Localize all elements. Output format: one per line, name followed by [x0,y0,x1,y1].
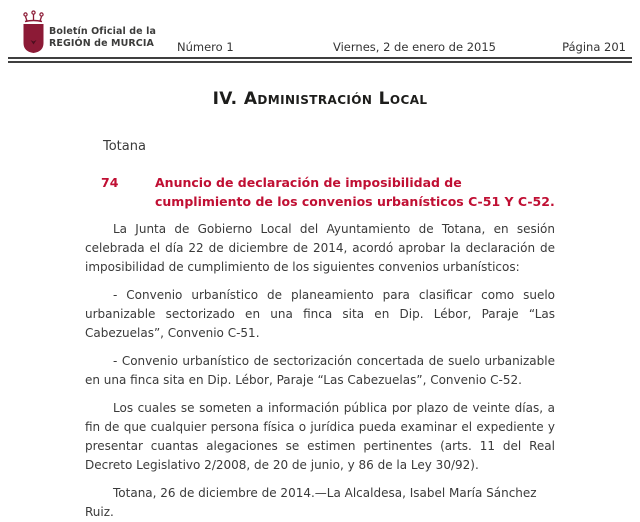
article-body [85,220,555,522]
bulletin-name-line1: Boletín Oficial de la [49,26,156,37]
article-number: 74 [101,175,119,190]
announcement-content [85,139,555,522]
issue-date-label: Viernes, 2 de enero de 2015 [333,40,496,54]
article-paragraph: - Convenio urbanístico de sectorización concertada de suelo urbanizable en una finca sita en Dip. Lébor, Paraje “Las Cabezuelas”, Convenio C-52. [85,354,555,387]
page-number-label: Página 201 [562,40,626,54]
article-paragraph: Los cuales se someten a información pública por plazo de veinte días, a fin de que cualquier persona física o jurídica pueda examinar el expediente y presentar cuantas alegaciones se estimen pertinentes (arts. 11 del Real Decreto Legislativo 2/2008, de 20 de junio, y 86 de la Ley 30/92). [85,401,555,472]
article-paragraph: La Junta de Gobierno Local del Ayuntamiento de Totana, en sesión celebrada el día 22 de diciembre de 2014, acordó aprobar la declaración de imposibilidad de cumplimiento de los siguientes convenios urbanísticos: [85,222,555,274]
article-title: Anuncio de declaración de imposibilidad de cumplimiento de los convenios urbanísticos C-51 Y C-52. [155,175,555,209]
article-signature: Totana, 26 de diciembre de 2014.—La Alcaldesa, Isabel María Sánchez Ruiz. [85,486,537,519]
region-murcia-shield-crown-icon [20,10,47,54]
article-paragraph: - Convenio urbanístico de planeamiento para clasificar como suelo urbanizable sectorizado en una finca sita en Dip. Lébor, Paraje “Las Cabezuelas”, Convenio C-51. [85,288,555,340]
article-heading [85,173,555,211]
section-title: IV. Administración Local [212,89,428,109]
municipality-heading: Totana [103,139,146,154]
bulletin-name-line2: REGIÓN de MURCIA [49,38,154,49]
masthead [0,0,640,57]
bulletin-name [49,26,156,50]
issue-number-label: Número 1 [177,40,234,54]
masthead-divider [8,57,632,63]
